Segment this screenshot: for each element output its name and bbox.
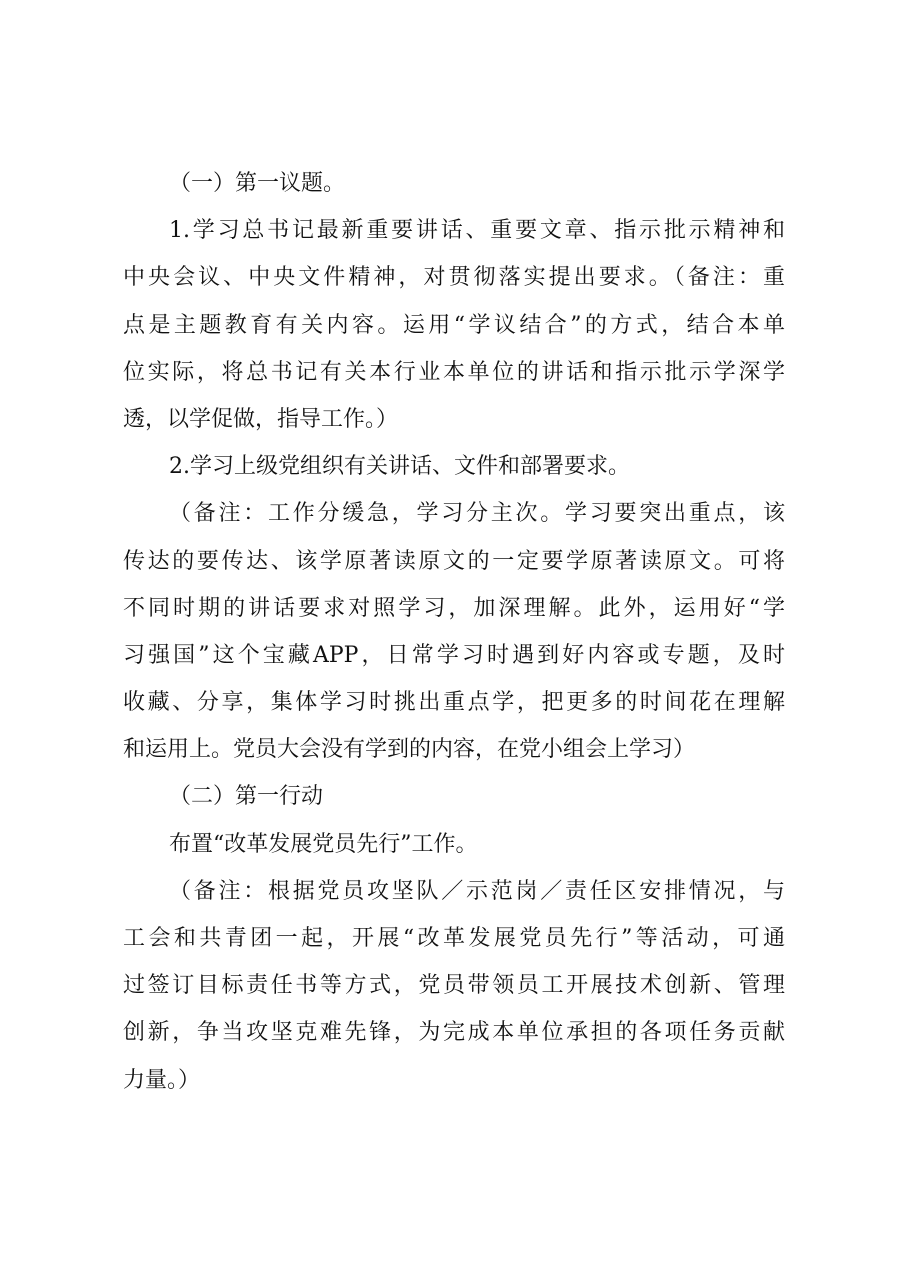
paragraph-line: 中央会议、中央文件精神，对贯彻落实提出要求。（备注：重 — [123, 265, 785, 291]
paragraph-line: 传达的要传达、该学原著读原文的一定要学原著读原文。可将 — [123, 548, 785, 574]
section-heading-first-topic: （一）第一议题。 — [169, 171, 346, 196]
paragraph-line: 过签订目标责任书等方式，党员带领员工开展技术创新、管理 — [123, 973, 785, 999]
paragraph-line: 创新，争当攻坚克难先锋，为完成本单位承担的各项任务贡献 — [123, 1020, 785, 1046]
paragraph-line: 1.学习总书记最新重要讲话、重要文章、指示批示精神和 — [169, 218, 785, 244]
paragraph-line: 习强国”这个宝藏APP，日常学习时遇到好内容或专题，及时 — [123, 642, 785, 668]
paragraph-line: 2.学习上级党组织有关讲话、文件和部署要求。 — [169, 454, 630, 480]
paragraph-line: 布置“改革发展党员先行”工作。 — [169, 831, 478, 857]
paragraph-line: （备注：根据党员攻坚队／示范岗／责任区安排情况，与 — [169, 878, 785, 904]
paragraph-line: （备注：工作分缓急，学习分主次。学习要突出重点，该 — [169, 501, 785, 527]
paragraph-line: 收藏、分享，集体学习时挑出重点学，把更多的时间花在理解 — [123, 690, 785, 716]
document-body — [123, 160, 785, 1104]
paragraph-line: 位实际，将总书记有关本行业本单位的讲话和指示批示学深学 — [123, 359, 785, 385]
paragraph-line: 和运用上。党员大会没有学到的内容，在党小组会上学习） — [123, 737, 696, 763]
paragraph-line: 工会和共青团一起，开展“改革发展党员先行”等活动，可通 — [123, 926, 785, 951]
section-heading-first-action: （二）第一行动 — [169, 784, 324, 810]
paragraph-line: 透，以学促做，指导工作。） — [123, 406, 399, 432]
paragraph-line: 点是主题教育有关内容。运用“学议结合”的方式，结合本单 — [123, 312, 785, 338]
paragraph-line: 力量。） — [123, 1067, 201, 1093]
paragraph-line: 不同时期的讲话要求对照学习，加深理解。此外，运用好“学 — [123, 595, 785, 621]
